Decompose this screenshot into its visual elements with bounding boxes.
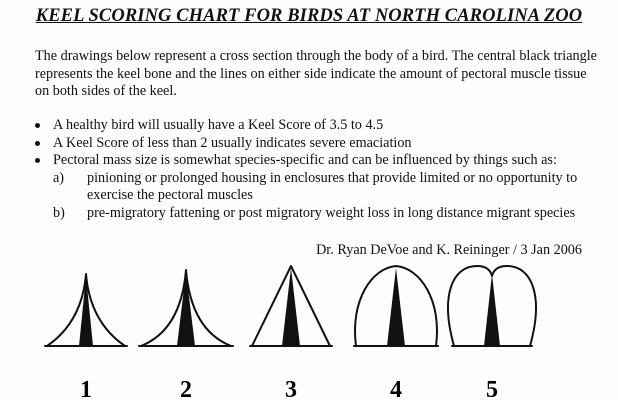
document-title: KEEL SCORING CHART FOR BIRDS AT NORTH CAROLINA ZOO — [35, 6, 583, 26]
score-label-3: 3 — [285, 377, 297, 400]
keel-bone — [387, 268, 405, 346]
keel-diagram-2 — [139, 270, 233, 346]
sub-text: pre-migratory fattening or post migratory weight loss in long distance migrant species — [87, 204, 576, 221]
score-label-2: 2 — [180, 377, 192, 400]
keel-diagram-4 — [354, 266, 438, 346]
bullet-text: Pectoral mass size is somewhat species-specific and can be influenced by things such as: — [53, 152, 557, 168]
sub-text: pinioning or prolonged housing in enclosures that provide limited or no opportunity to exercise the pectoral muscles — [87, 169, 578, 203]
keel-bone — [177, 272, 195, 346]
keel-diagram-1 — [45, 274, 127, 346]
keel-bone — [484, 274, 500, 346]
score-label-1: 1 — [80, 377, 92, 400]
keel-bone — [79, 276, 93, 346]
score-label-5: 5 — [486, 377, 498, 400]
keel-diagram-3 — [250, 266, 332, 346]
bullet-text: A healthy bird will usually have a Keel Score of 3.5 to 4.5 — [53, 117, 384, 133]
intro-paragraph: The drawings below represent a cross section through the body of a bird. The central black triangle represents the keel bone and the lines on either side indicate the amount of pectoral muscle tissue on both sides of the keel. — [35, 48, 597, 99]
author-credit: Dr. Ryan DeVoe and K. Reininger / 3 Jan 2006 — [316, 242, 582, 258]
score-label-4: 4 — [390, 377, 402, 400]
sub-marker: a) — [53, 169, 65, 186]
bullet-text: A Keel Score of less than 2 usually indicates severe emaciation — [53, 134, 412, 151]
sub-marker: b) — [53, 204, 65, 221]
keel-diagram-5 — [448, 266, 536, 346]
